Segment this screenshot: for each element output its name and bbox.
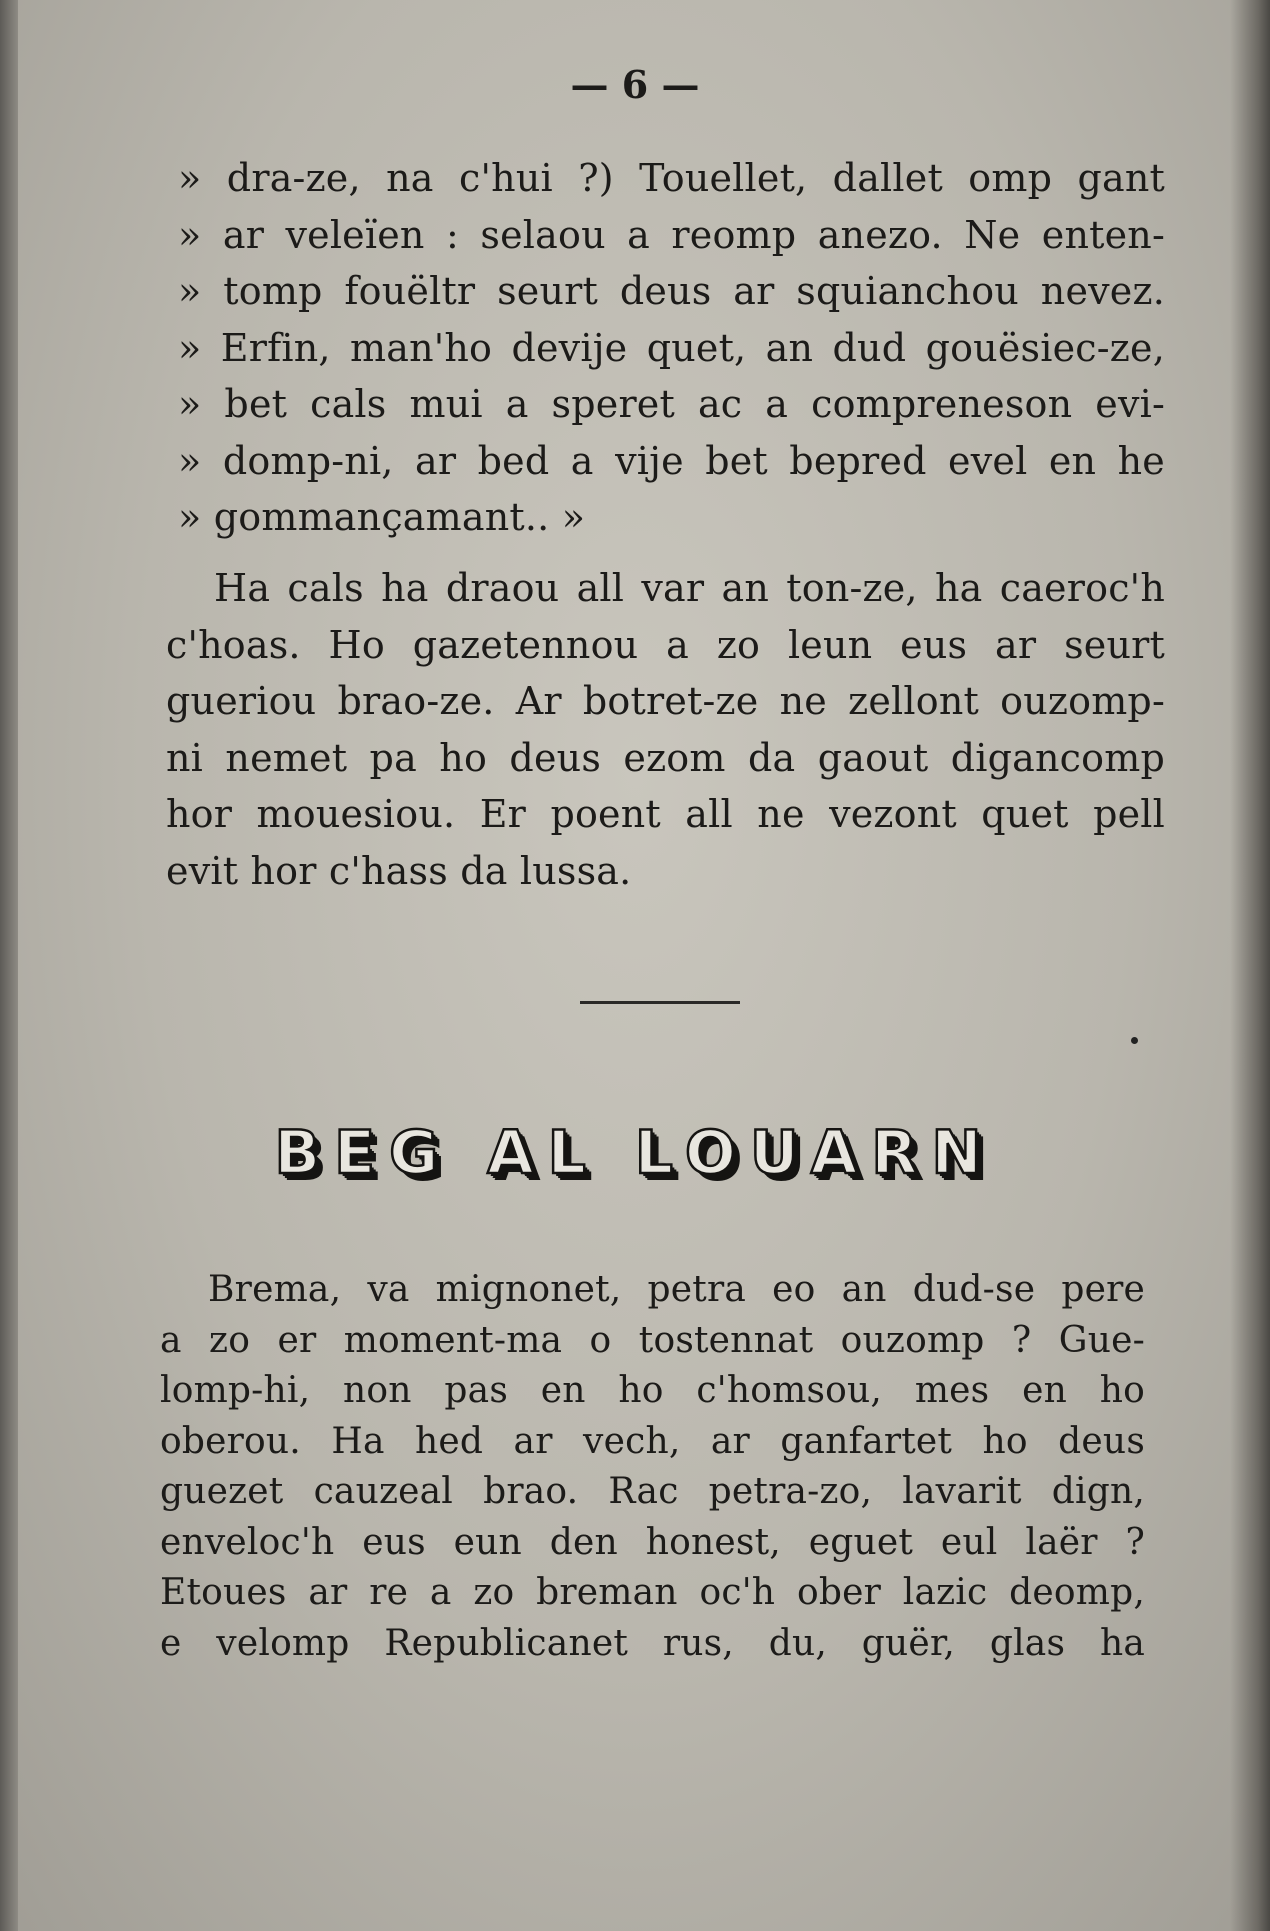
page-right-edge (1230, 0, 1270, 1931)
section-heading: BEG AL LOUARN (274, 1118, 996, 1188)
text-line: » gommançamant.. » (178, 495, 586, 539)
ink-speck (1131, 1037, 1138, 1044)
text-line: evit hor c'hass da lussa. (166, 848, 632, 893)
quoted-passage (178, 150, 1165, 546)
text-line: guezet cauzeal brao. Rac petra-zo, lavarit dign, (160, 1471, 1145, 1512)
text-line: » ar veleïen : selaou a reomp anezo. Ne enten- (178, 212, 1165, 257)
page-left-edge (0, 0, 18, 1931)
text-line: » domp-ni, ar bed a vije bet bepred evel en he (178, 438, 1165, 483)
text-line: » bet cals mui a speret ac a compreneson evi- (178, 382, 1165, 426)
text-line: hor mouesiou. Er poent all ne vezont quet pell (166, 792, 1165, 836)
text-line: Etoues ar re a zo breman oc'h ober lazic deomp, (160, 1572, 1145, 1613)
text-line: » Erfin, man'ho devije quet, an dud gouësiec-ze, (178, 325, 1165, 370)
text-line: enveloc'h eus eun den honest, eguet eul laër ? (160, 1521, 1145, 1563)
text-line: a zo er moment-ma o tostennat ouzomp ? Gue- (160, 1319, 1145, 1361)
section-divider (580, 1001, 740, 1004)
page-number: — 6 — (570, 62, 700, 107)
text-line: Brema, va mignonet, petra eo an dud-se pere (208, 1269, 1145, 1310)
paragraph-1 (166, 560, 1165, 899)
text-line: lomp-hi, non pas en ho c'homsou, mes en ho (160, 1370, 1145, 1411)
paragraph-2 (160, 1265, 1145, 1669)
text-line: » tomp fouëltr seurt deus ar squianchou nevez. (178, 269, 1165, 313)
text-line: gueriou brao-ze. Ar botret-ze ne zellont ouzomp- (166, 679, 1165, 723)
text-line: Ha cals ha draou all var an ton-ze, ha caeroc'h (214, 566, 1165, 610)
text-line: oberou. Ha hed ar vech, ar ganfartet ho deus (160, 1420, 1145, 1462)
text-line: » dra-ze, na c'hui ?) Touellet, dallet omp gant (178, 156, 1165, 200)
text-line: ni nemet pa ho deus ezom da gaout digancomp (166, 735, 1165, 780)
text-line: c'hoas. Ho gazetennou a zo leun eus ar seurt (166, 622, 1165, 667)
text-line: e velomp Republicanet rus, du, guër, glas ha (160, 1622, 1145, 1664)
